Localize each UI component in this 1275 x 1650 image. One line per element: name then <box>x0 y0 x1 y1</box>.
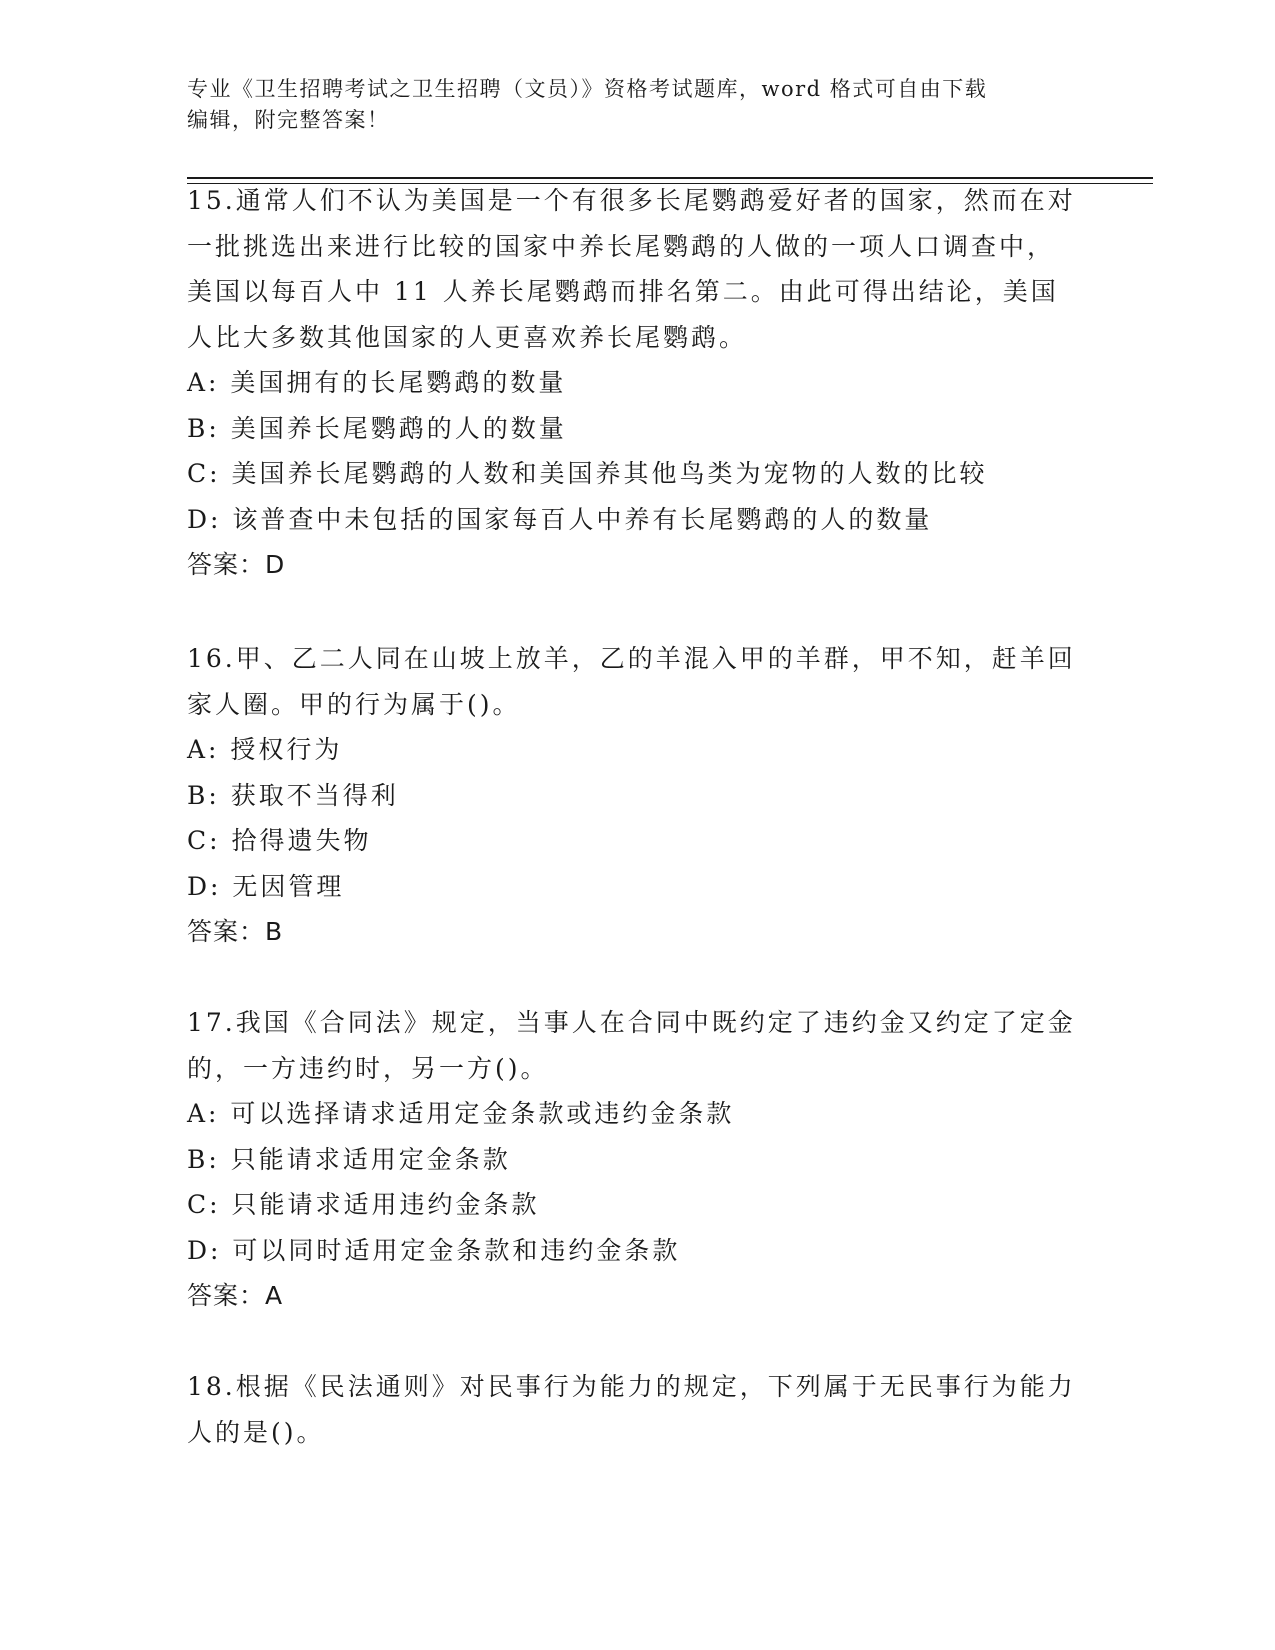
option-a: A: 授权行为 <box>187 735 343 764</box>
question-18 <box>187 1364 1077 1455</box>
option-d: D: 该普查中未包括的国家每百人中养有长尾鹦鹉的人的数量 <box>187 504 933 534</box>
answer: 答案：B <box>187 917 284 946</box>
option-c: C: 只能请求适用违约金条款 <box>187 1190 540 1219</box>
header-line-2: 编辑，附完整答案！ <box>187 108 390 132</box>
header-line-1: 专业《卫生招聘考试之卫生招聘（文员）》资格考试题库，word 格式可自由下载 <box>187 77 988 101</box>
question-15 <box>187 178 1077 588</box>
question-stem: 15.通常人们不认为美国是一个有很多长尾鹦鹉爱好者的国家，然而在对一批挑选出来进行比较的国家中养长尾鹦鹉的人做的一项人口调查中，美国以每百人中 11 人养长尾鹦鹉而排名第二。由此可得出结论，美国人比大多数其他国家的人更喜欢养长尾鹦鹉。 <box>187 186 1076 352</box>
question-stem: 18.根据《民法通则》对民事行为能力的规定，下列属于无民事行为能力人的是()。 <box>187 1372 1076 1447</box>
document-header <box>187 74 1067 136</box>
question-stem: 17.我国《合同法》规定，当事人在合同中既约定了违约金又约定了定金的，一方违约时，另一方()。 <box>187 1008 1076 1083</box>
option-b: B: 只能请求适用定金条款 <box>187 1144 511 1174</box>
answer: 答案：D <box>187 550 286 579</box>
option-a: A: 可以选择请求适用定金条款或违约金条款 <box>187 1099 735 1128</box>
question-17 <box>187 1000 1077 1319</box>
option-b: B: 获取不当得利 <box>187 780 399 810</box>
option-c: C: 美国养长尾鹦鹉的人数和美国养其他鸟类为宠物的人数的比较 <box>187 459 988 488</box>
question-16 <box>187 636 1077 955</box>
option-d: D: 可以同时适用定金条款和违约金条款 <box>187 1235 681 1265</box>
option-a: A: 美国拥有的长尾鹦鹉的数量 <box>187 368 567 397</box>
answer: 答案：A <box>187 1281 284 1310</box>
option-d: D: 无因管理 <box>187 871 345 901</box>
option-b: B: 美国养长尾鹦鹉的人的数量 <box>187 413 567 443</box>
question-stem: 16.甲、乙二人同在山坡上放羊，乙的羊混入甲的羊群，甲不知，赶羊回家人圈。甲的行为属于()。 <box>187 644 1076 719</box>
option-c: C: 拾得遗失物 <box>187 826 372 855</box>
